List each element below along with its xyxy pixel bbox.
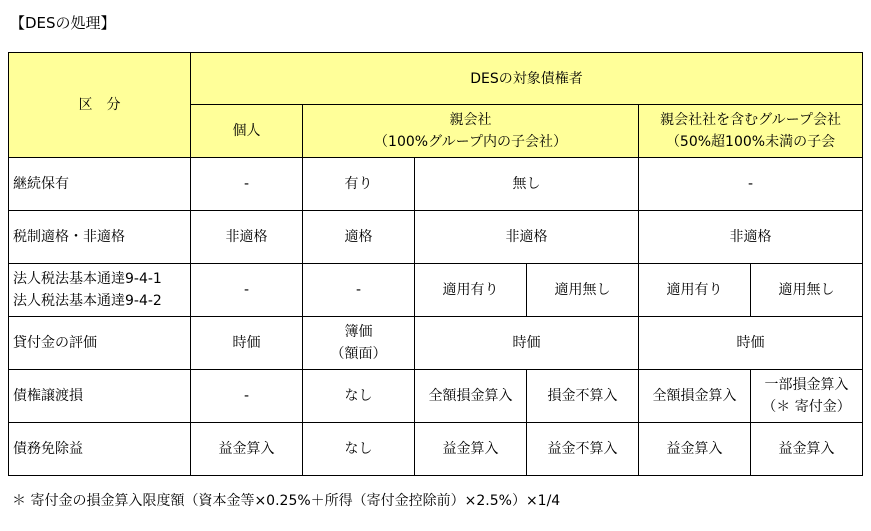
cell: 時価 xyxy=(415,317,639,370)
group-header-line1: 親会社社を含むグループ会社 xyxy=(660,112,841,128)
cell: 有り xyxy=(303,158,415,211)
cell-line1: 一部損金算入 xyxy=(764,377,849,393)
cell: 時価 xyxy=(639,317,863,370)
cell: 非適格 xyxy=(415,211,639,264)
cell: なし xyxy=(303,370,415,423)
cell-line2: （＊ 寄付金） xyxy=(762,399,851,415)
table-row xyxy=(9,317,863,370)
row-label: 貸付金の評価 xyxy=(9,317,191,370)
row-label: 債権譲渡損 xyxy=(9,370,191,423)
cell xyxy=(303,317,415,370)
footnote: ＊ 寄付金の損金算入限度額（資本金等×0.25%＋所得（寄付金控除前）×2.5%）×1/4 xyxy=(12,493,561,509)
cell: 無し xyxy=(415,158,639,211)
cell: - xyxy=(639,158,863,211)
cell: 非適格 xyxy=(639,211,863,264)
cell: 適用有り xyxy=(639,264,751,317)
cell: 益金算入 xyxy=(415,423,527,476)
individual-header: 個人 xyxy=(191,105,303,158)
cell-line1: 簿価 xyxy=(344,324,373,340)
cell: - xyxy=(191,370,303,423)
cell: 益金算入 xyxy=(751,423,863,476)
cell: 益金算入 xyxy=(191,423,303,476)
des-table xyxy=(8,52,863,476)
creditor-header: DESの対象債権者 xyxy=(191,53,863,105)
cell: - xyxy=(191,158,303,211)
group-header xyxy=(639,105,863,158)
table-row xyxy=(9,211,863,264)
table-row xyxy=(9,370,863,423)
table-row xyxy=(9,264,863,317)
cell-line2: （額面） xyxy=(330,346,387,362)
cell: 時価 xyxy=(191,317,303,370)
cell: 適用無し xyxy=(527,264,639,317)
row-label xyxy=(9,264,191,317)
cell: 益金算入 xyxy=(639,423,751,476)
parent-header xyxy=(303,105,639,158)
cell: - xyxy=(191,264,303,317)
cell: 益金不算入 xyxy=(527,423,639,476)
cell: 適格 xyxy=(303,211,415,264)
parent-header-line1: 親会社 xyxy=(449,112,492,128)
cell: 全額損金算入 xyxy=(639,370,751,423)
row-label-line1: 法人税法基本通達9-4-1 xyxy=(13,271,162,287)
cell: 非適格 xyxy=(191,211,303,264)
row-label: 債務免除益 xyxy=(9,423,191,476)
row-label-line2: 法人税法基本通達9-4-2 xyxy=(13,293,162,309)
cell: 損金不算入 xyxy=(527,370,639,423)
parent-header-line2: （100%グループ内の子会社） xyxy=(374,134,567,150)
cell: なし xyxy=(303,423,415,476)
cell: - xyxy=(303,264,415,317)
cell: 適用無し xyxy=(751,264,863,317)
cell xyxy=(751,370,863,423)
table-row xyxy=(9,158,863,211)
group-header-line2: （50%超100%未満の子会 xyxy=(665,134,836,150)
cell: 適用有り xyxy=(415,264,527,317)
category-header: 区 分 xyxy=(9,53,191,158)
row-label: 継続保有 xyxy=(9,158,191,211)
table-row xyxy=(9,423,863,476)
row-label: 税制適格・非適格 xyxy=(9,211,191,264)
cell: 全額損金算入 xyxy=(415,370,527,423)
page-title: 【DESの処理】 xyxy=(10,14,116,32)
